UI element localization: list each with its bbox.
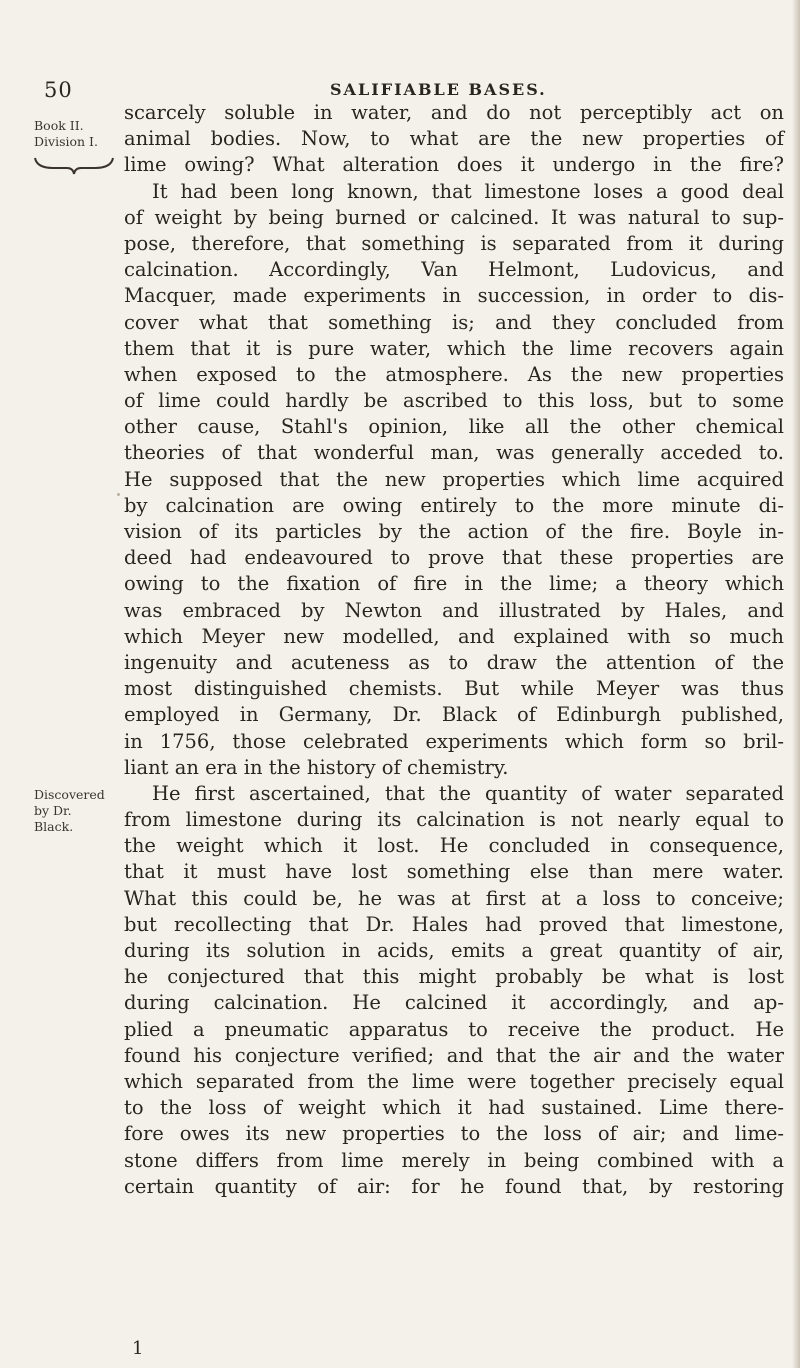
body-text	[124, 100, 784, 1200]
sidenote-book-division	[34, 118, 119, 150]
sidenote-book: Book II.	[34, 118, 84, 133]
text-line: the weight which it lost. He concluded in consequence,	[124, 834, 784, 858]
text-line: fore owes its new properties to the loss of air; and lime-	[124, 1122, 784, 1146]
text-line: certain quantity of air: for he found that, by restoring	[124, 1174, 784, 1198]
text-line: deed had endeavoured to prove that these properties are	[124, 546, 784, 570]
text-line: them that it is pure water, which the lime recovers again	[124, 336, 784, 360]
text-line: to the loss of weight which it had sustained. Lime there-	[124, 1096, 784, 1120]
text-line: that it must have lost something else than mere water.	[124, 860, 784, 884]
text-line: vision of its particles by the action of the fire. Boyle in-	[124, 520, 784, 543]
text-line: employed in Germany, Dr. Black of Edinburgh published,	[124, 703, 784, 727]
sidenote-discovered-line: by Dr.	[34, 803, 72, 818]
signature-mark: 1	[132, 1338, 144, 1359]
text-line: lime owing? What alteration does it undergo in the fire?	[124, 153, 784, 177]
text-line: from limestone during its calcination is not nearly equal to	[124, 808, 784, 832]
page-number: 50	[44, 78, 73, 102]
text-line: He first ascertained, that the quantity of water separated	[152, 781, 784, 805]
text-line: ingenuity and acuteness as to draw the attention of the	[124, 650, 784, 674]
text-line: when exposed to the atmosphere. As the new properties	[124, 362, 784, 386]
text-line: plied a pneumatic apparatus to receive the product. He	[124, 1017, 784, 1041]
text-line: which Meyer new modelled, and explained with so much	[124, 624, 784, 648]
running-head: SALIFIABLE BASES.	[330, 80, 547, 99]
sidenote-division: Division I.	[34, 134, 98, 149]
text-line: What this could be, he was at first at a loss to conceive;	[124, 886, 784, 910]
sidenote-discovered-line: Black.	[34, 819, 74, 834]
text-line: calcination. Accordingly, Van Helmont, Ludovicus, and	[124, 258, 784, 282]
text-line: he conjectured that this might probably be what is lost	[124, 965, 784, 989]
text-line: animal bodies. Now, to what are the new properties of	[124, 127, 784, 151]
sidenote-discovered-line: Discovered	[34, 787, 105, 802]
text-line: in 1756, those celebrated experiments which form so bril-	[124, 729, 784, 753]
text-line: pose, therefore, that something is separated from it during	[124, 231, 784, 255]
text-line: but recollecting that Dr. Hales had proved that limestone,	[124, 912, 784, 936]
text-line: which separated from the lime were together precisely equal	[124, 1069, 784, 1093]
text-line: by calcination are owing entirely to the more minute di-	[124, 493, 784, 517]
brace-icon	[33, 156, 115, 176]
sidenote-discovered	[34, 787, 119, 835]
text-line: Macquer, made experiments in succession, in order to dis-	[124, 284, 784, 308]
text-line: found his conjecture verified; and that the air and the water	[124, 1043, 784, 1067]
text-line: stone differs from lime merely in being combined with a	[124, 1148, 784, 1172]
text-line: cover what that something is; and they concluded from	[124, 310, 784, 334]
page-edge	[792, 0, 800, 1368]
text-line: of lime could hardly be ascribed to this loss, but to some	[124, 389, 784, 413]
text-line: He supposed that the new properties which lime acquired	[124, 467, 784, 491]
text-line: owing to the fixation of fire in the lime; a theory which	[124, 572, 784, 596]
text-line: of weight by being burned or calcined. It was natural to sup-	[124, 205, 784, 229]
text-line: most distinguished chemists. But while Meyer was thus	[124, 677, 784, 701]
text-line: during calcination. He calcined it accordingly, and ap-	[124, 991, 784, 1015]
stray-mark	[117, 493, 120, 496]
text-line: other cause, Stahl's opinion, like all the other chemical	[124, 415, 784, 439]
text-line: was embraced by Newton and illustrated by Hales, and	[124, 598, 784, 622]
text-line: during its solution in acids, emits a great quantity of air,	[124, 939, 784, 962]
text-line: liant an era in the history of chemistry.	[124, 755, 509, 779]
text-line: theories of that wonderful man, was generally acceded to.	[124, 441, 784, 465]
text-line: scarcely soluble in water, and do not perceptibly act on	[124, 101, 784, 124]
text-line: It had been long known, that limestone loses a good deal	[152, 179, 784, 203]
